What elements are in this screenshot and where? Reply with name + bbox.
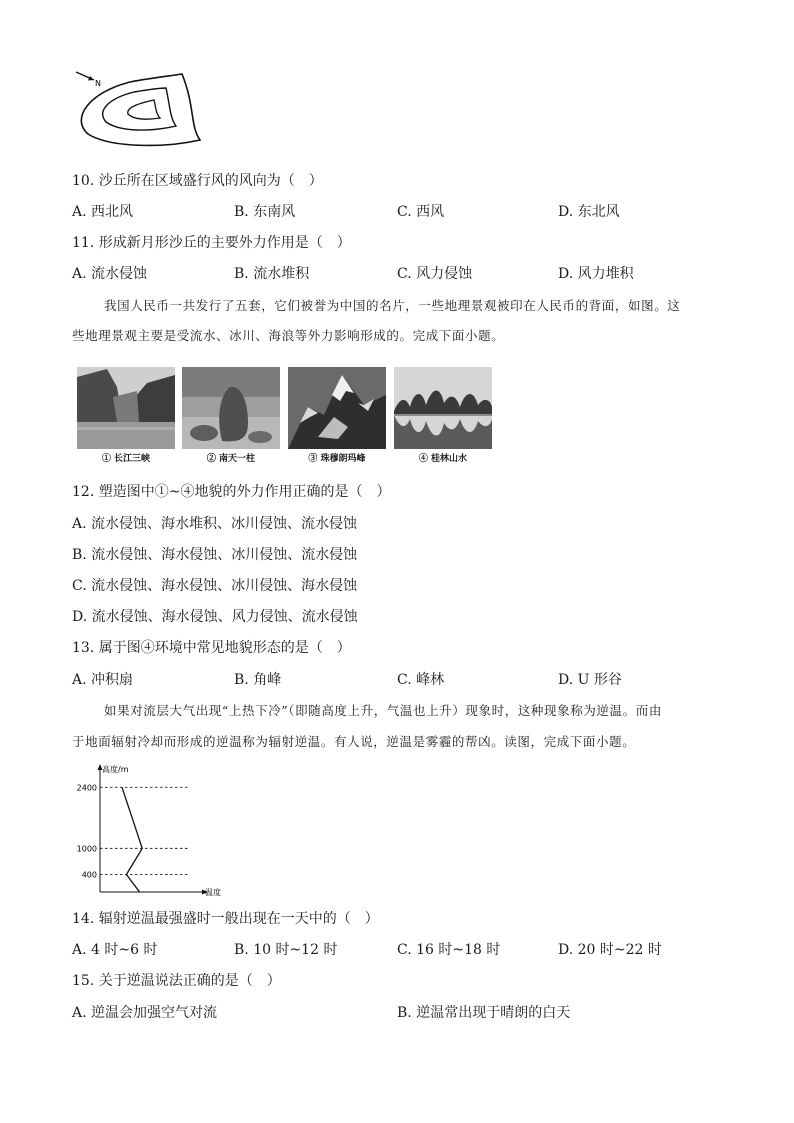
q10-option-b[interactable]: B. 东南风 bbox=[234, 204, 296, 220]
north-label: N bbox=[95, 79, 101, 88]
q12-stem: 12. 塑造图中①~④地貌的外力作用正确的是（ ） bbox=[72, 484, 391, 500]
q11-option-b[interactable]: B. 流水堆积 bbox=[234, 266, 310, 282]
q13-stem: 13. 属于图④环境中常见地貌形态的是（ ） bbox=[72, 640, 351, 656]
x-axis-label: 温度 bbox=[205, 888, 221, 897]
intro2-line2: 于地面辐射冷却而形成的逆温称为辐射逆温。有人说，逆温是雾霾的帮凶。读图，完成下面小题。 bbox=[72, 734, 636, 749]
q12-option-b[interactable]: B. 流水侵蚀、海水侵蚀、冰川侵蚀、流水侵蚀 bbox=[72, 547, 358, 563]
q13-option-d[interactable]: D. U 形谷 bbox=[558, 672, 622, 688]
q11-option-d[interactable]: D. 风力堆积 bbox=[558, 266, 634, 282]
y-tick-label-2400: 2400 bbox=[76, 783, 97, 793]
y-axis-label: 高度/m bbox=[102, 765, 129, 774]
q15-stem: 15. 关于逆温说法正确的是（ ） bbox=[72, 973, 281, 989]
q13-option-a[interactable]: A. 冲积扇 bbox=[72, 672, 134, 688]
photo-everest bbox=[288, 367, 386, 449]
dune-inner-contour bbox=[128, 100, 160, 119]
dune-figure bbox=[70, 66, 210, 148]
q12-option-c[interactable]: C. 流水侵蚀、海水侵蚀、冰川侵蚀、海水侵蚀 bbox=[72, 578, 358, 594]
caption-photo-1: ① 长江三峡 bbox=[101, 454, 151, 464]
q14-option-d[interactable]: D. 20 时~22 时 bbox=[558, 942, 662, 958]
q14-option-a[interactable]: A. 4 时~6 时 bbox=[72, 942, 158, 958]
q15-option-b[interactable]: B. 逆温常出现于晴朗的白天 bbox=[397, 1005, 571, 1021]
q10-stem: 10. 沙丘所在区域盛行风的风向为（ ） bbox=[72, 173, 323, 189]
q11-stem: 11. 形成新月形沙丘的主要外力作用是（ ） bbox=[72, 235, 351, 251]
q10-option-d[interactable]: D. 东北风 bbox=[558, 204, 620, 220]
photo-three-gorges bbox=[77, 367, 175, 449]
q15-option-a[interactable]: A. 逆温会加强空气对流 bbox=[72, 1005, 218, 1021]
intro2-line1: 如果对流层大气出现“上热下冷”（即随高度上升，气温也上升）现象时，这种现象称为逆温。而由 bbox=[104, 703, 662, 718]
inversion-chart-svg bbox=[70, 760, 230, 900]
dune-middle-contour bbox=[103, 88, 176, 130]
q13-option-b[interactable]: B. 角峰 bbox=[234, 672, 282, 688]
q11-option-c[interactable]: C. 风力侵蚀 bbox=[397, 266, 473, 282]
q14-stem: 14. 辐射逆温最强盛时一般出现在一天中的（ ） bbox=[72, 911, 379, 927]
q13-option-c[interactable]: C. 峰林 bbox=[397, 672, 445, 688]
q10-option-c[interactable]: C. 西风 bbox=[397, 204, 445, 220]
caption-photo-4: ④ 桂林山水 bbox=[418, 454, 468, 464]
y-tick-label-400: 400 bbox=[81, 870, 97, 880]
q12-option-d[interactable]: D. 流水侵蚀、海水侵蚀、风力侵蚀、流水侵蚀 bbox=[72, 609, 358, 625]
q11-option-a[interactable]: A. 流水侵蚀 bbox=[72, 266, 148, 282]
caption-photo-2: ② 南天一柱 bbox=[206, 454, 256, 464]
intro1-line1: 我国人民币一共发行了五套，它们被誉为中国的名片，一些地理景观被印在人民币的背面，如图。这 bbox=[104, 298, 681, 313]
intro1-line2: 些地理景观主要是受流水、冰川、海浪等外力影响形成的。完成下面小题。 bbox=[72, 328, 505, 343]
caption-photo-3: ③ 珠穆朗玛峰 bbox=[308, 454, 366, 464]
y-tick-label-1000: 1000 bbox=[76, 844, 97, 854]
q10-option-a[interactable]: A. 西北风 bbox=[72, 204, 134, 220]
dune-contour-svg bbox=[70, 66, 210, 148]
q14-option-c[interactable]: C. 16 时~18 时 bbox=[397, 942, 501, 958]
photo-guilin bbox=[394, 367, 492, 449]
temperature-profile-line bbox=[122, 787, 142, 892]
inversion-chart bbox=[70, 760, 230, 900]
photo-nantian-pillar bbox=[182, 367, 280, 449]
q14-option-b[interactable]: B. 10 时~12 时 bbox=[234, 942, 338, 958]
q12-option-a[interactable]: A. 流水侵蚀、海水堆积、冰川侵蚀、流水侵蚀 bbox=[72, 516, 358, 532]
